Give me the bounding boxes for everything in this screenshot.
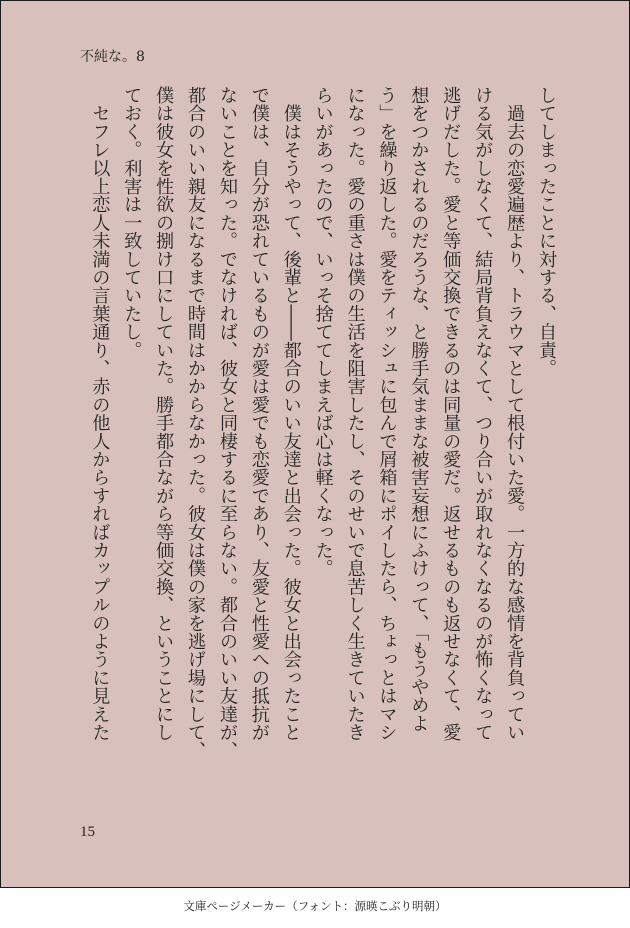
text-line: 過去の恋愛遍歴より、トラウマとして根付いた愛。一方的な感情を背負ってい [504,86,526,742]
footer-credit: 文庫ページメーカー（フォント：源暎こぶり明朝） [183,899,447,913]
text-line: セフレ以上恋人未満の言葉通り、赤の他人からすればカップルのように見えた [89,86,111,742]
text-line: 想をつかされるのだろうな、と勝手気ままな被害妄想にふけって、「もうやめよ [408,86,430,733]
page-number: 15 [80,824,95,840]
text-line: になった。愛の重さは僕の生活を阻害したし、そのせいで息苦しく生きていたき [344,86,366,742]
text-line: ける気がしなくて、結局背負えなくて、つり合いが取れなくなるのが怖くなって [472,86,494,742]
text-line: 逃げだした。愛と等価交換できるのは同量の愛だ。返せるものも返せなくて、愛 [440,86,462,742]
text-line: 僕は彼女を性欲の捌け口にしていた。勝手都合ながら等価交換、ということにし [153,86,175,742]
text-line: 僕はそうやって、後輩と――都合のいい友達と出会った。彼女と出会ったこと [280,86,302,742]
running-header: 不純な。8 [80,49,145,65]
text-line: してしまったことに対する、自責。 [536,86,557,378]
text-line: ておく。利害は一致していたし。 [121,86,143,359]
text-line: らいがあったので、いっそ捨ててしまえば心は軽くなった。 [312,86,334,578]
text-line: ないことを知った。でなければ、彼女と同棲するに至らない。都合のいい友達が、 [216,86,238,760]
text-line: 都合のいい親友になるまで時間はかからなかった。彼女は僕の家を逃げ場にして、 [185,86,207,760]
text-line: う」を繰り返した。愛をティッシュに包んで屑箱にポイしたら、ちょっとはマシ [376,86,398,742]
body-text [83,86,562,786]
text-line: で僕は、自分が恐れているものが愛は愛でも恋愛であり、友愛と性愛への抵抗が [248,86,270,742]
